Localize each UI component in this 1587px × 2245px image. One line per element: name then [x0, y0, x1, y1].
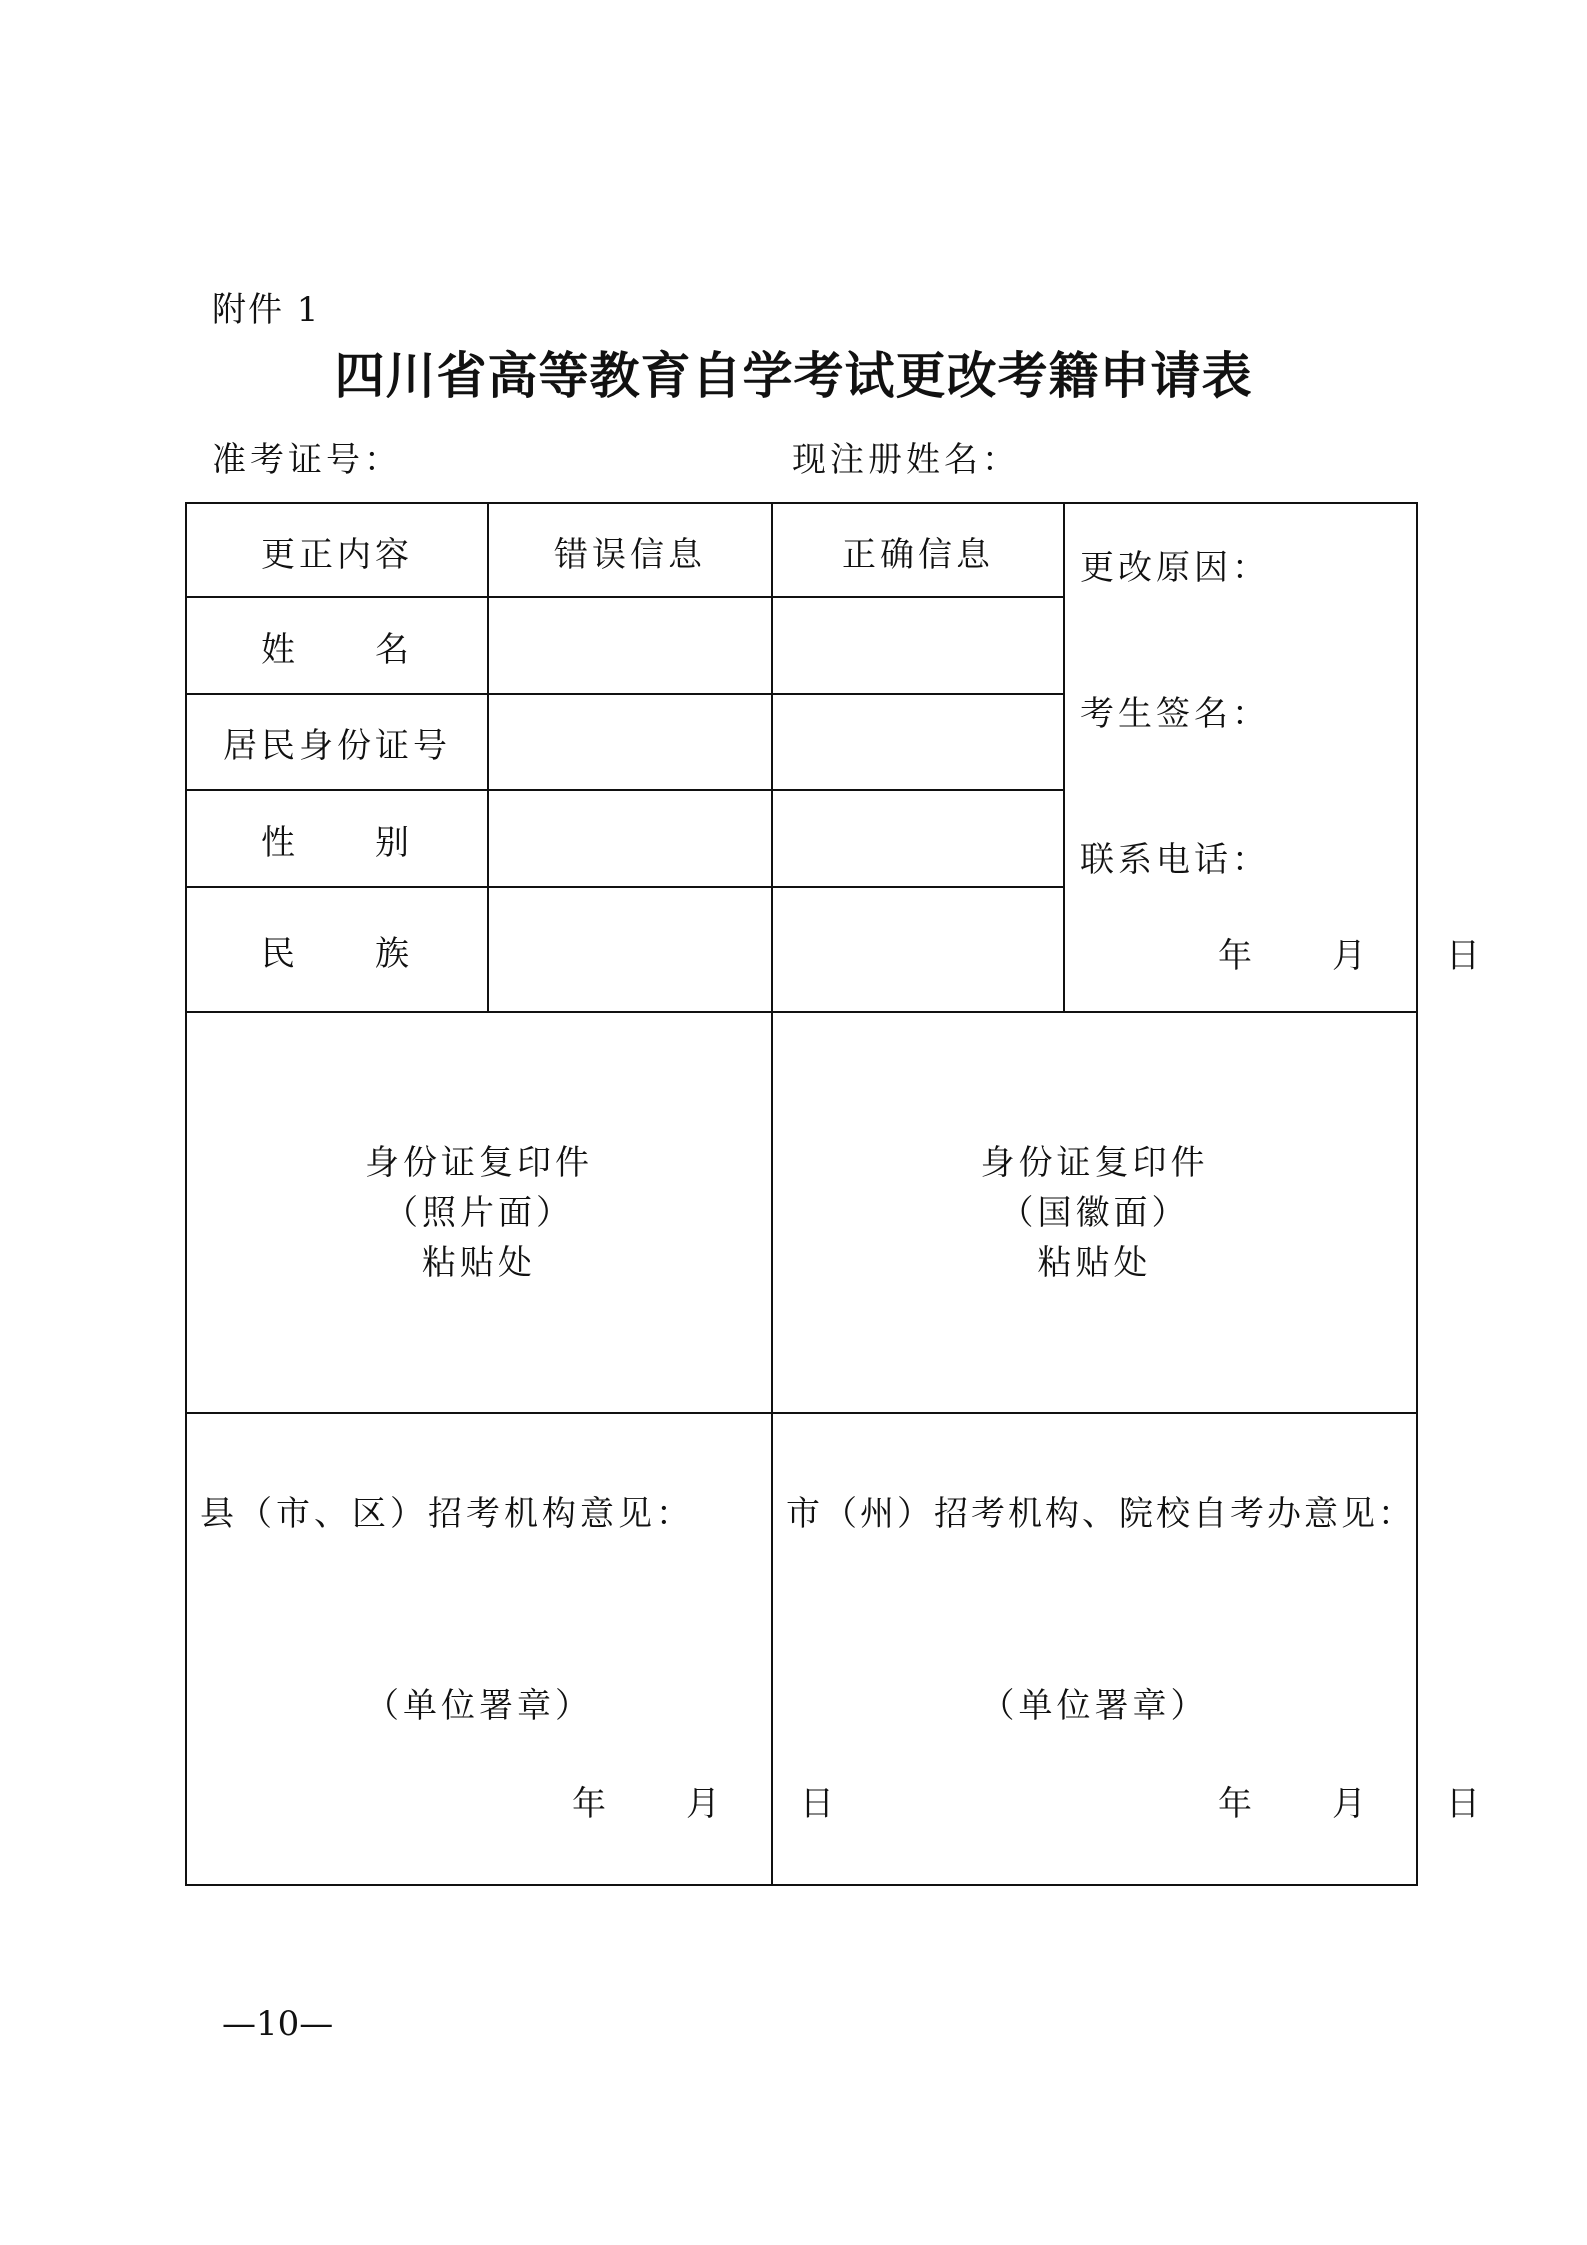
id-back-line2: （国徽面） — [999, 1193, 1190, 1233]
student-signature-label: 考生签名： — [1080, 694, 1270, 734]
registered-name-label: 现注册姓名： — [792, 440, 1020, 480]
id-front-line1: 身份证复印件 — [365, 1143, 593, 1183]
id-back-line1: 身份证复印件 — [980, 1143, 1209, 1183]
id-back-paste-area — [773, 1138, 1416, 1288]
id-back-line3: 粘贴处 — [1037, 1243, 1152, 1283]
city-date: 年 月 日 — [1218, 1784, 1484, 1824]
page-number: —10— — [222, 2004, 334, 2044]
city-unit-seal: （单位署章） — [980, 1686, 1209, 1726]
column-header-correct-info: 正确信息 — [842, 535, 994, 575]
column-header-field: 更正内容 — [261, 535, 413, 575]
id-front-line3: 粘贴处 — [422, 1243, 536, 1283]
wrong-ethnicity-cell[interactable] — [489, 888, 771, 1011]
row-label-ethnicity: 民 族 — [261, 934, 413, 974]
id-front-line2: （照片面） — [384, 1193, 574, 1233]
wrong-gender-cell[interactable] — [489, 791, 771, 886]
correct-ethnicity-cell[interactable] — [773, 888, 1063, 1011]
column-header-wrong-info: 错误信息 — [554, 535, 706, 575]
change-reason-label: 更改原因： — [1080, 548, 1270, 588]
row-label-id-number: 居民身份证号 — [223, 726, 451, 766]
county-unit-seal: （单位署章） — [365, 1686, 593, 1726]
attachment-label: 附件 1 — [212, 290, 321, 330]
side-panel-date: 年 月 日 — [1218, 936, 1484, 976]
correct-id-cell[interactable] — [773, 695, 1063, 789]
wrong-id-cell[interactable] — [489, 695, 771, 789]
row-label-name: 姓 名 — [261, 630, 413, 670]
county-date: 年 月 日 — [572, 1784, 838, 1824]
correct-name-cell[interactable] — [773, 598, 1063, 693]
form-title: 四川省高等教育自学考试更改考籍申请表 — [334, 346, 1253, 405]
contact-phone-label: 联系电话： — [1080, 840, 1270, 880]
county-opinion-label: 县（市、区）招考机构意见： — [200, 1494, 694, 1534]
wrong-name-cell[interactable] — [489, 598, 771, 693]
city-opinion-label: 市（州）招考机构、院校自考办意见： — [786, 1494, 1415, 1534]
correct-gender-cell[interactable] — [773, 791, 1063, 886]
exam-id-label: 准考证号： — [212, 440, 402, 480]
row-label-gender: 性 别 — [261, 823, 413, 863]
id-front-paste-area — [187, 1138, 771, 1288]
